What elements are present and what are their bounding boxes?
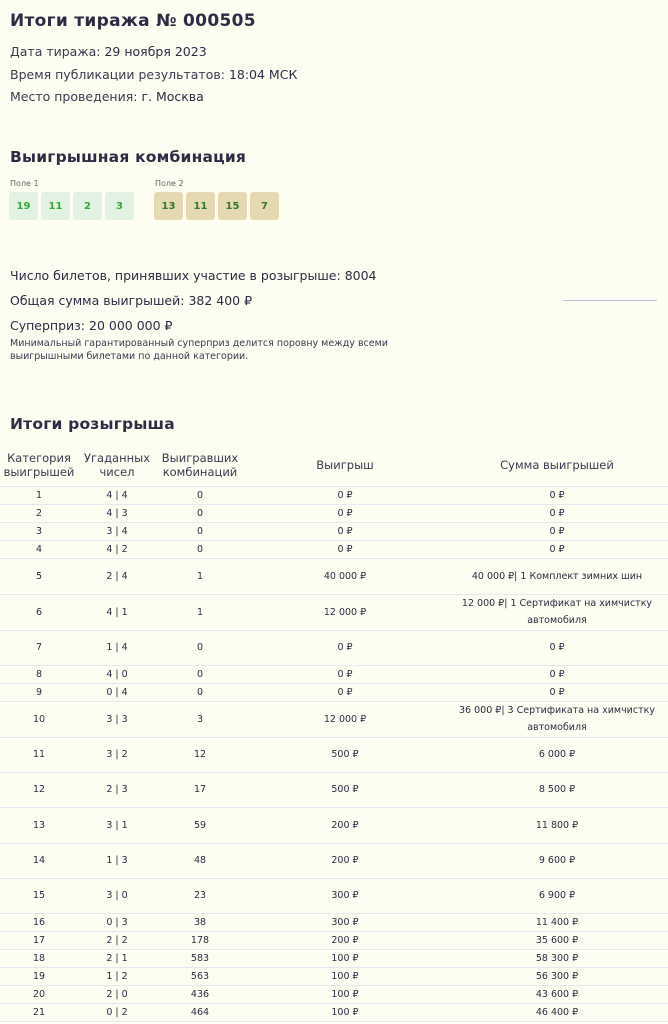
guessed-cell: 2 | 4 [78, 558, 156, 594]
field1-ball: 2 [73, 192, 102, 220]
combos-cell: 563 [156, 967, 244, 985]
divider [563, 300, 657, 301]
prize-cell: 0 ₽ [244, 504, 446, 522]
category-cell: 5 [0, 558, 78, 594]
category-cell: 1 [0, 486, 78, 504]
prize-cell: 200 ₽ [244, 807, 446, 843]
category-cell: 20 [0, 985, 78, 1003]
guessed-cell: 4 | 0 [78, 665, 156, 683]
prize-cell: 0 ₽ [244, 522, 446, 540]
field1-label: Поле 1 [10, 179, 39, 188]
category-cell: 13 [0, 807, 78, 843]
combos-cell: 0 [156, 540, 244, 558]
draw-date-value: 29 ноября 2023 [104, 44, 207, 59]
field2-balls [154, 192, 279, 220]
tickets-count [10, 268, 377, 283]
table-row [0, 540, 668, 558]
sum-cell: 58 300 ₽ [446, 949, 668, 967]
results-body [0, 486, 668, 1021]
combos-cell: 12 [156, 737, 244, 772]
sum-cell: 43 600 ₽ [446, 985, 668, 1003]
superprize-label: Суперприз: [10, 318, 86, 333]
combos-cell: 48 [156, 843, 244, 878]
category-cell: 10 [0, 701, 78, 737]
sum-cell: 0 ₽ [446, 630, 668, 665]
winning-combination-title: Выигрышная комбинация [10, 148, 247, 166]
prize-cell: 12 000 ₽ [244, 594, 446, 630]
sum-cell: 46 400 ₽ [446, 1003, 668, 1021]
table-header-row [0, 445, 668, 486]
category-cell: 3 [0, 522, 78, 540]
field1-balls [9, 192, 134, 220]
field1-ball: 11 [41, 192, 70, 220]
guessed-cell: 1 | 4 [78, 630, 156, 665]
table-row [0, 878, 668, 913]
field2-ball: 15 [218, 192, 247, 220]
guessed-cell: 3 | 4 [78, 522, 156, 540]
combos-cell: 583 [156, 949, 244, 967]
category-cell: 12 [0, 772, 78, 807]
tickets-count-value: 8004 [344, 268, 377, 283]
prize-cell: 100 ₽ [244, 985, 446, 1003]
prize-cell: 100 ₽ [244, 949, 446, 967]
draw-date-label: Дата тиража: [10, 44, 101, 59]
guessed-cell: 2 | 1 [78, 949, 156, 967]
category-cell: 17 [0, 931, 78, 949]
table-row [0, 630, 668, 665]
table-row [0, 985, 668, 1003]
category-cell: 11 [0, 737, 78, 772]
prize-cell: 0 ₽ [244, 665, 446, 683]
prize-cell: 0 ₽ [244, 683, 446, 701]
guessed-cell: 3 | 1 [78, 807, 156, 843]
prize-cell: 200 ₽ [244, 931, 446, 949]
combos-cell: 0 [156, 683, 244, 701]
prize-cell: 200 ₽ [244, 843, 446, 878]
prize-cell: 300 ₽ [244, 878, 446, 913]
table-row [0, 594, 668, 630]
sum-cell: 12 000 ₽| 1 Сертификат на химчистку автомобиля [446, 594, 668, 630]
draw-place-value: г. Москва [141, 89, 204, 104]
guessed-cell: 4 | 3 [78, 504, 156, 522]
table-row [0, 931, 668, 949]
combos-cell: 436 [156, 985, 244, 1003]
draw-place-label: Место проведения: [10, 89, 138, 104]
combos-cell: 59 [156, 807, 244, 843]
superprize-value: 20 000 000 ₽ [89, 318, 173, 333]
field1-ball: 19 [9, 192, 38, 220]
table-row [0, 683, 668, 701]
guessed-cell: 4 | 2 [78, 540, 156, 558]
combos-cell: 1 [156, 594, 244, 630]
field2-ball: 13 [154, 192, 183, 220]
combos-cell: 38 [156, 913, 244, 931]
category-cell: 4 [0, 540, 78, 558]
guessed-cell: 1 | 3 [78, 843, 156, 878]
header-sum: Сумма выигрышей [446, 445, 668, 486]
guessed-cell: 3 | 3 [78, 701, 156, 737]
sum-cell: 0 ₽ [446, 540, 668, 558]
publish-time-value: 18:04 МСК [228, 67, 298, 82]
guessed-cell: 2 | 0 [78, 985, 156, 1003]
table-row [0, 772, 668, 807]
prize-cell: 100 ₽ [244, 1003, 446, 1021]
sum-cell: 8 500 ₽ [446, 772, 668, 807]
results-table [0, 445, 668, 1022]
header-guessed: Угаданных чисел [78, 445, 156, 486]
guessed-cell: 0 | 2 [78, 1003, 156, 1021]
sum-cell: 6 000 ₽ [446, 737, 668, 772]
prize-cell: 500 ₽ [244, 737, 446, 772]
category-cell: 19 [0, 967, 78, 985]
guessed-cell: 4 | 4 [78, 486, 156, 504]
guessed-cell: 3 | 2 [78, 737, 156, 772]
category-cell: 18 [0, 949, 78, 967]
table-row [0, 665, 668, 683]
sum-cell: 0 ₽ [446, 665, 668, 683]
category-cell: 9 [0, 683, 78, 701]
guessed-cell: 0 | 3 [78, 913, 156, 931]
guessed-cell: 4 | 1 [78, 594, 156, 630]
guessed-cell: 0 | 4 [78, 683, 156, 701]
header-prize: Выигрыш [244, 445, 446, 486]
combos-cell: 17 [156, 772, 244, 807]
table-row [0, 843, 668, 878]
combos-cell: 0 [156, 522, 244, 540]
category-cell: 2 [0, 504, 78, 522]
sum-cell: 0 ₽ [446, 486, 668, 504]
field2-ball: 11 [186, 192, 215, 220]
sum-cell: 40 000 ₽| 1 Комплект зимних шин [446, 558, 668, 594]
draw-date [10, 44, 207, 59]
table-row [0, 486, 668, 504]
table-row [0, 522, 668, 540]
total-winnings [10, 293, 252, 308]
prize-cell: 0 ₽ [244, 540, 446, 558]
guessed-cell: 3 | 0 [78, 878, 156, 913]
table-row [0, 558, 668, 594]
guessed-cell: 2 | 3 [78, 772, 156, 807]
sum-cell: 0 ₽ [446, 504, 668, 522]
page-title: Итоги тиража № 000505 [10, 11, 256, 31]
combos-cell: 464 [156, 1003, 244, 1021]
results-title: Итоги розыгрыша [10, 415, 175, 433]
sum-cell: 36 000 ₽| 3 Сертификата на химчистку автомобиля [446, 701, 668, 737]
category-cell: 6 [0, 594, 78, 630]
combos-cell: 0 [156, 486, 244, 504]
publish-time-label: Время публикации результатов: [10, 67, 225, 82]
total-winnings-value: 382 400 ₽ [188, 293, 253, 308]
table-row [0, 1003, 668, 1021]
draw-place [10, 89, 204, 104]
table-row [0, 701, 668, 737]
table-row [0, 504, 668, 522]
field1-ball: 3 [105, 192, 134, 220]
tickets-count-label: Число билетов, принявших участие в розыгрыше: [10, 268, 341, 283]
category-cell: 16 [0, 913, 78, 931]
guessed-cell: 2 | 2 [78, 931, 156, 949]
sum-cell: 35 600 ₽ [446, 931, 668, 949]
category-cell: 15 [0, 878, 78, 913]
superprize [10, 318, 173, 333]
prize-cell: 100 ₽ [244, 967, 446, 985]
guessed-cell: 1 | 2 [78, 967, 156, 985]
combos-cell: 178 [156, 931, 244, 949]
table-row [0, 807, 668, 843]
header-combos: Выигравших комбинаций [156, 445, 244, 486]
sum-cell: 11 400 ₽ [446, 913, 668, 931]
prize-cell: 0 ₽ [244, 486, 446, 504]
sum-cell: 6 900 ₽ [446, 878, 668, 913]
prize-cell: 40 000 ₽ [244, 558, 446, 594]
prize-cell: 0 ₽ [244, 630, 446, 665]
prize-cell: 12 000 ₽ [244, 701, 446, 737]
sum-cell: 0 ₽ [446, 683, 668, 701]
table-row [0, 967, 668, 985]
field2-ball: 7 [250, 192, 279, 220]
combos-cell: 0 [156, 630, 244, 665]
combos-cell: 0 [156, 665, 244, 683]
publish-time [10, 67, 297, 82]
category-cell: 8 [0, 665, 78, 683]
header-category: Категория выигрышей [0, 445, 78, 486]
table-row [0, 913, 668, 931]
sum-cell: 0 ₽ [446, 522, 668, 540]
total-winnings-label: Общая сумма выигрышей: [10, 293, 185, 308]
combos-cell: 3 [156, 701, 244, 737]
table-row [0, 737, 668, 772]
sum-cell: 9 600 ₽ [446, 843, 668, 878]
prize-cell: 300 ₽ [244, 913, 446, 931]
prize-cell: 500 ₽ [244, 772, 446, 807]
category-cell: 7 [0, 630, 78, 665]
field2-label: Поле 2 [155, 179, 184, 188]
category-cell: 14 [0, 843, 78, 878]
combos-cell: 0 [156, 504, 244, 522]
superprize-note: Минимальный гарантированный суперприз делится поровну между всеми выигрышными билетами по данной категории. [10, 338, 388, 362]
sum-cell: 11 800 ₽ [446, 807, 668, 843]
combos-cell: 23 [156, 878, 244, 913]
category-cell: 21 [0, 1003, 78, 1021]
combos-cell: 1 [156, 558, 244, 594]
sum-cell: 56 300 ₽ [446, 967, 668, 985]
table-row [0, 949, 668, 967]
